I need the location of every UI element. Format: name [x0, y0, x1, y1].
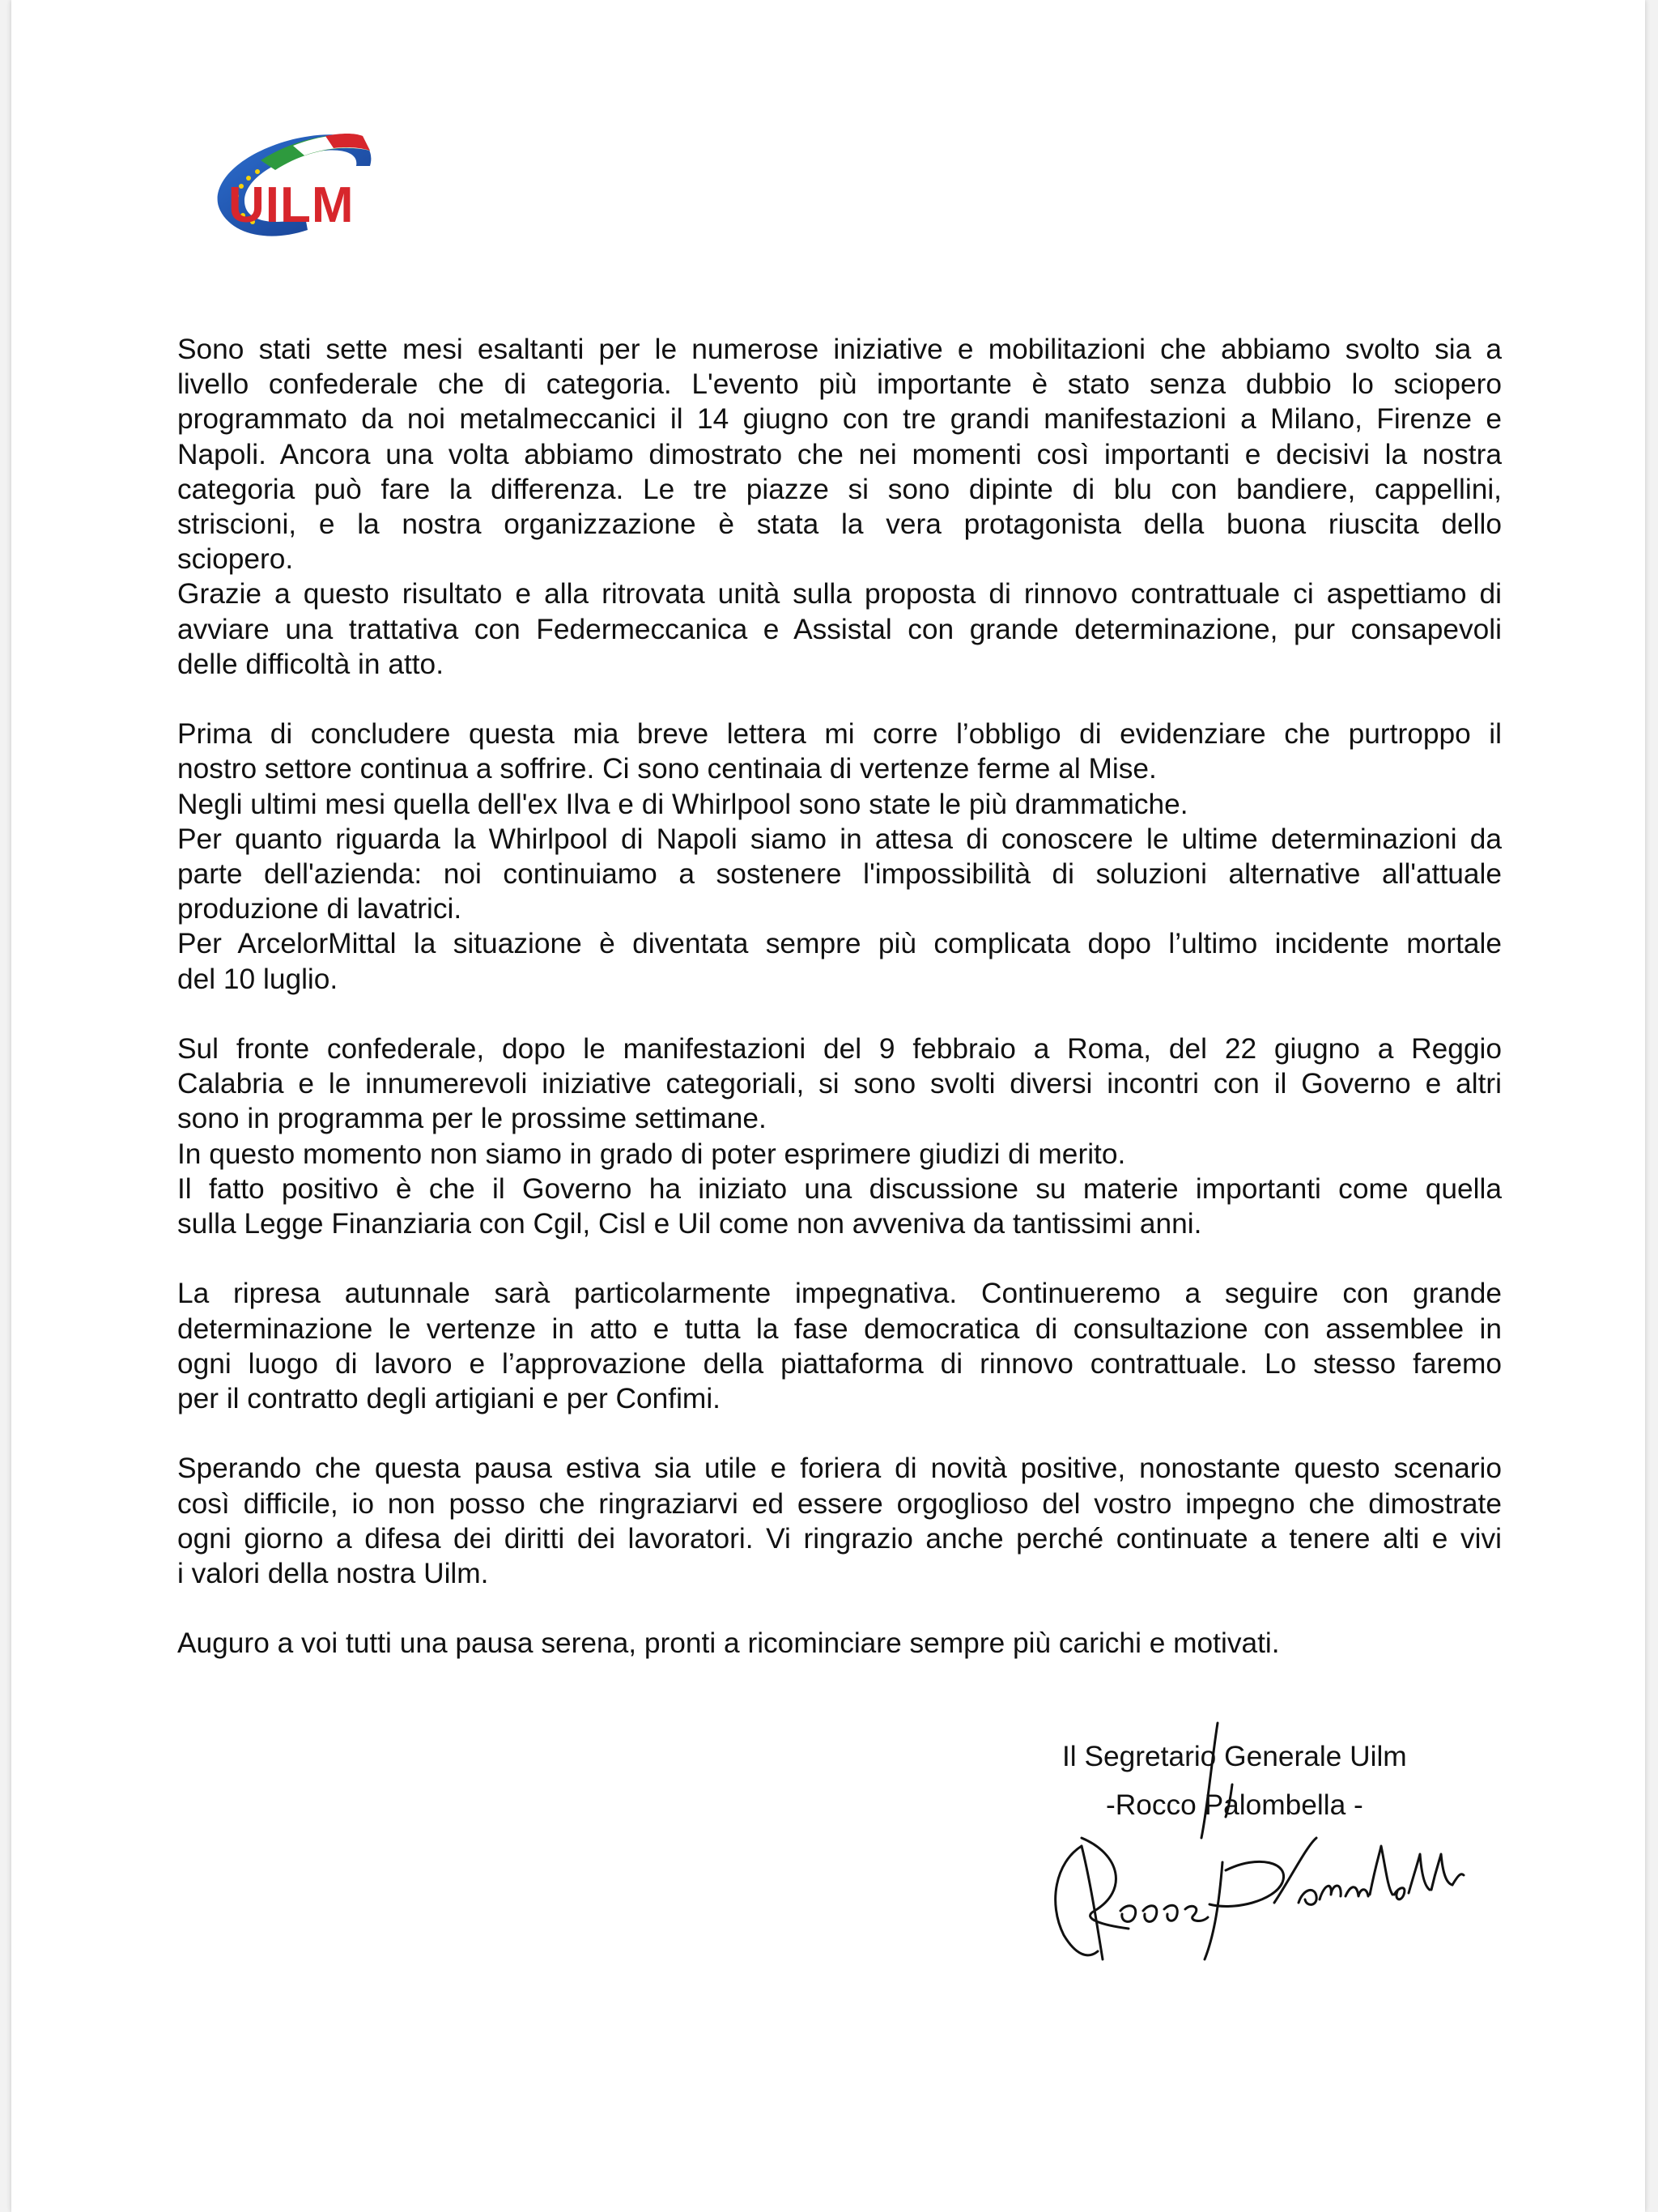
letter-line: categoria può fare la differenza. Le tre piazze si sono dipinte di blu con bandiere, cappellini, — [177, 473, 1502, 505]
handwritten-signature — [1031, 1716, 1469, 1992]
logo-wordmark: UILM — [228, 177, 355, 233]
letter-line: sulla Legge Finanziaria con Cgil, Cisl e Uil come non avveniva da tantissimi anni. — [177, 1208, 1202, 1240]
signature-title: Il Segretario Generale Uilm — [1062, 1741, 1407, 1772]
letter-line: Prima di concludere questa mia breve lettera mi corre l’obbligo di evidenziare che purtroppo il — [177, 718, 1502, 751]
letter-line: livello confederale che di categoria. L'evento più importante è stato senza dubbio lo sciopero — [177, 368, 1502, 401]
letter-line: nostro settore continua a soffrire. Ci sono centinaia di vertenze ferme al Mise. — [177, 753, 1157, 785]
letter-line: Negli ultimi mesi quella dell'ex Ilva e di Whirlpool sono state le più drammatiche. — [177, 788, 1188, 820]
letter-line: Per quanto riguarda la Whirlpool di Napoli siamo in attesa di conoscere le ultime determinazioni da — [177, 823, 1502, 855]
letter-line: i valori della nostra Uilm. — [177, 1558, 489, 1590]
letter-line: ogni giorno a difesa dei diritti dei lavoratori. Vi ringrazio anche perché continuate a tenere alti e vivi — [177, 1522, 1502, 1555]
signature-name: -Rocco Palombella - — [1106, 1789, 1363, 1821]
letter-line: Sono stati sette mesi esaltanti per le numerose iniziative e mobilitazioni che abbiamo svolto sia a — [177, 334, 1502, 365]
letter-paragraph — [177, 1032, 1502, 1241]
letter-line: sciopero. — [177, 543, 294, 576]
letter-line: determinazione le vertenze in atto e tutta la fase democratica di consultazione con assemblee in — [177, 1312, 1502, 1345]
letter-line: Calabria e le innumerevoli iniziative categoriali, si sono svolti diversi incontri con il Governo e altri — [177, 1068, 1502, 1100]
letter-line: parte dell'azienda: noi continuiamo a sostenere l'impossibilità di soluzioni alternative all'attuale — [177, 858, 1502, 891]
letter-line: ogni luogo di lavoro e l’approvazione della piattaforma di rinnovo contrattuale. Lo stesso faremo — [177, 1347, 1502, 1380]
letter-line: produzione di lavatrici. — [177, 893, 462, 925]
letter-line: avviare una trattativa con Federmeccanica e Assistal con grande determinazione, pur consapevoli — [177, 613, 1502, 645]
letter-line: Grazie a questo risultato e alla ritrovata unità sulla proposta di rinnovo contrattuale ci aspettiamo di — [177, 578, 1502, 610]
letter-line: delle difficoltà in atto. — [177, 648, 444, 680]
letter-line: sono in programma per le prossime settimane. — [177, 1103, 767, 1135]
letter-body — [177, 332, 1502, 1696]
letter-line: Il fatto positivo è che il Governo ha iniziato una discussione su materie importanti come quella — [177, 1172, 1502, 1205]
letter-paragraph — [177, 1626, 1502, 1661]
letter-page — [11, 0, 1645, 2212]
letter-line: Sperando che questa pausa estiva sia utile e foriera di novità positive, nonostante questo scenario — [177, 1453, 1502, 1485]
letter-line: In questo momento non siamo in grado di poter esprimere giudizi di merito. — [177, 1138, 1126, 1170]
letter-line: Napoli. Ancora una volta abbiamo dimostrato che nei momenti così importanti e decisivi la nostra — [177, 438, 1502, 470]
letter-line: striscioni, e la nostra organizzazione è stata la vera protagonista della buona riuscita dello — [177, 508, 1502, 541]
letter-line: Auguro a voi tutti una pausa serena, pronti a ricominciare sempre più carichi e motivati. — [177, 1627, 1280, 1660]
letter-paragraph — [177, 717, 1502, 997]
letter-line: Sul fronte confederale, dopo le manifestazioni del 9 febbraio a Roma, del 22 giugno a Reggio — [177, 1033, 1502, 1066]
letter-line: del 10 luglio. — [177, 963, 338, 995]
letter-line: così difficile, io non posso che ringraziarvi ed essere orgoglioso del vostro impegno che dimostrate — [177, 1487, 1502, 1520]
letter-paragraph — [177, 1276, 1502, 1416]
letter-line: Per ArcelorMittal la situazione è diventata sempre più complicata dopo l’ultimo incidente mortale — [177, 928, 1502, 960]
letter-line: per il contratto degli artigiani e per Confimi. — [177, 1383, 721, 1415]
letter-paragraph — [177, 1451, 1502, 1591]
letter-paragraph — [177, 332, 1502, 682]
letter-line: La ripresa autunnale sarà particolarmente impegnativa. Continueremo a seguire con grande — [177, 1278, 1502, 1310]
letter-line: programmato da noi metalmeccanici il 14 giugno con tre grandi manifestazioni a Milano, Firenze e — [177, 403, 1502, 436]
